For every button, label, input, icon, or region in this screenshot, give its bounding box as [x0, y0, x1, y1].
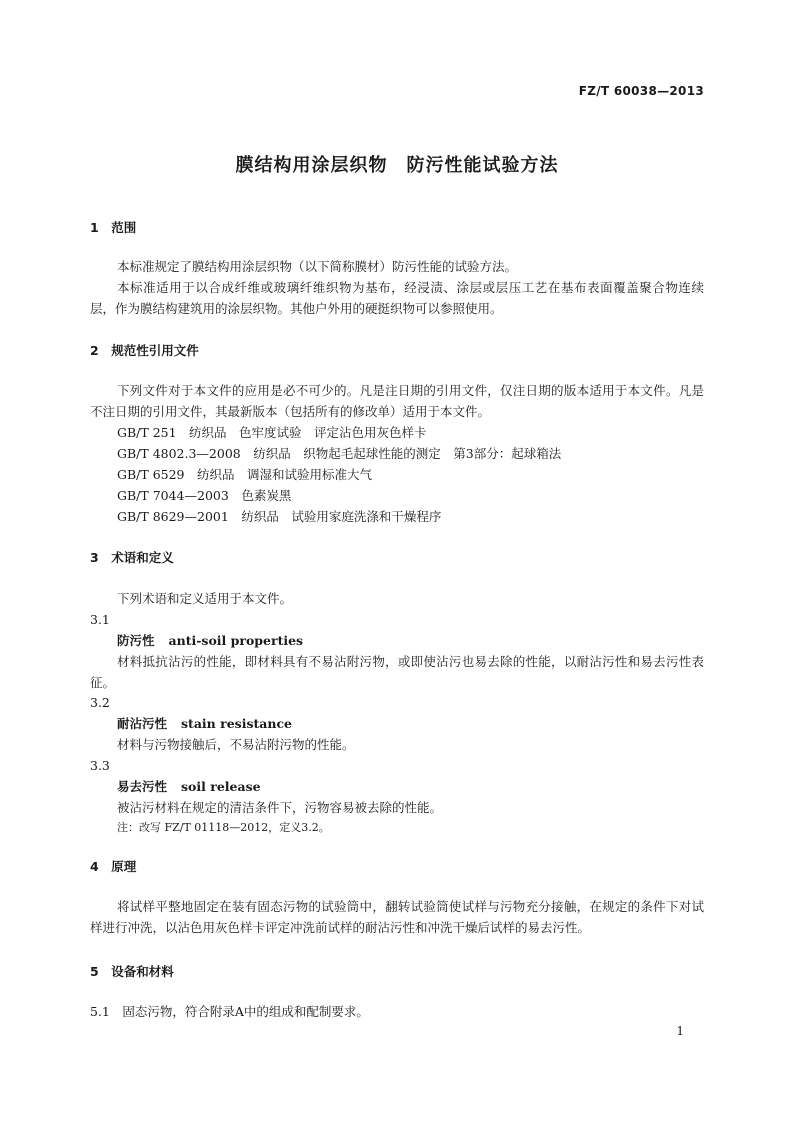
term-definition: 材料抵抗沾污的性能，即材料具有不易沾附污物，或即使沾污也易去除的性能，以耐沾污性和易去污性表征。 — [90, 654, 704, 690]
term-zh: 易去污性 — [117, 779, 168, 794]
term-number: 3.3 — [90, 758, 110, 773]
term-note: 注：改写 FZ/T 01118—2012，定义3.2。 — [117, 821, 330, 834]
section-2-paragraph-1: 下列文件对于本文件的应用是必不可少的。凡是注日期的引用文件，仅注日期的版本适用于本文件。凡是不注日期的引用文件，其最新版本（包括所有的修改单）适用于本文件。 — [90, 383, 704, 419]
term-title — [117, 630, 303, 651]
reference-item: GB/T 6529 纺织品 调湿和试验用标准大气 — [117, 467, 373, 482]
term-definition: 被沾污材料在规定的清洁条件下，污物容易被去除的性能。 — [117, 800, 443, 815]
term-zh: 耐沾污性 — [117, 716, 168, 731]
clause-5-1: 5.1 固态污物，符合附录A中的组成和配制要求。 — [90, 1004, 369, 1019]
term-en: stain resistance — [181, 716, 293, 731]
term-zh: 防污性 — [117, 633, 155, 648]
section-4-heading: 4 原理 — [90, 859, 137, 874]
section-2-heading: 2 规范性引用文件 — [90, 343, 199, 358]
section-5-heading: 5 设备和材料 — [90, 964, 174, 979]
term-en: anti-soil properties — [168, 633, 304, 648]
section-3-paragraph-1: 下列术语和定义适用于本文件。 — [117, 591, 293, 606]
reference-item: GB/T 4802.3—2008 纺织品 织物起毛起球性能的测定 第3部分：起球箱法 — [117, 446, 562, 461]
term-number: 3.1 — [90, 612, 110, 627]
document-title: 膜结构用涂层织物 防污性能试验方法 — [235, 155, 559, 176]
page-number: 1 — [676, 1024, 684, 1038]
term-definition: 材料与污物接触后，不易沾附污物的性能。 — [117, 737, 355, 752]
reference-item: GB/T 7044—2003 色素炭黑 — [117, 488, 292, 503]
reference-item: GB/T 251 纺织品 色牢度试验 评定沾色用灰色样卡 — [117, 425, 427, 440]
term-title — [117, 776, 261, 797]
section-1-paragraph-1: 本标准规定了膜结构用涂层织物（以下简称膜材）防污性能的试验方法。 — [117, 259, 518, 274]
section-4-paragraph-1: 将试样平整地固定在装有固态污物的试验筒中，翻转试验筒使试样与污物充分接触，在规定的条件下对试样进行冲洗，以沾色用灰色样卡评定冲洗前试样的耐沾污性和冲洗干燥后试样的易去污性。 — [90, 899, 704, 935]
section-1-paragraph-2: 本标准适用于以合成纤维或玻璃纤维织物为基布，经浸渍、涂层或层压工艺在基布表面覆盖聚合物连续层，作为膜结构建筑用的涂层织物。其他户外用的硬挺织物可以参照使用。 — [90, 280, 704, 316]
term-en: soil release — [181, 779, 261, 794]
term-title — [117, 713, 292, 734]
section-3-heading: 3 术语和定义 — [90, 550, 174, 565]
standard-code: FZ/T 60038—2013 — [578, 84, 704, 98]
term-number: 3.2 — [90, 695, 110, 710]
reference-item: GB/T 8629—2001 纺织品 试验用家庭洗涤和干燥程序 — [117, 509, 442, 524]
section-1-heading: 1 范围 — [90, 220, 137, 235]
